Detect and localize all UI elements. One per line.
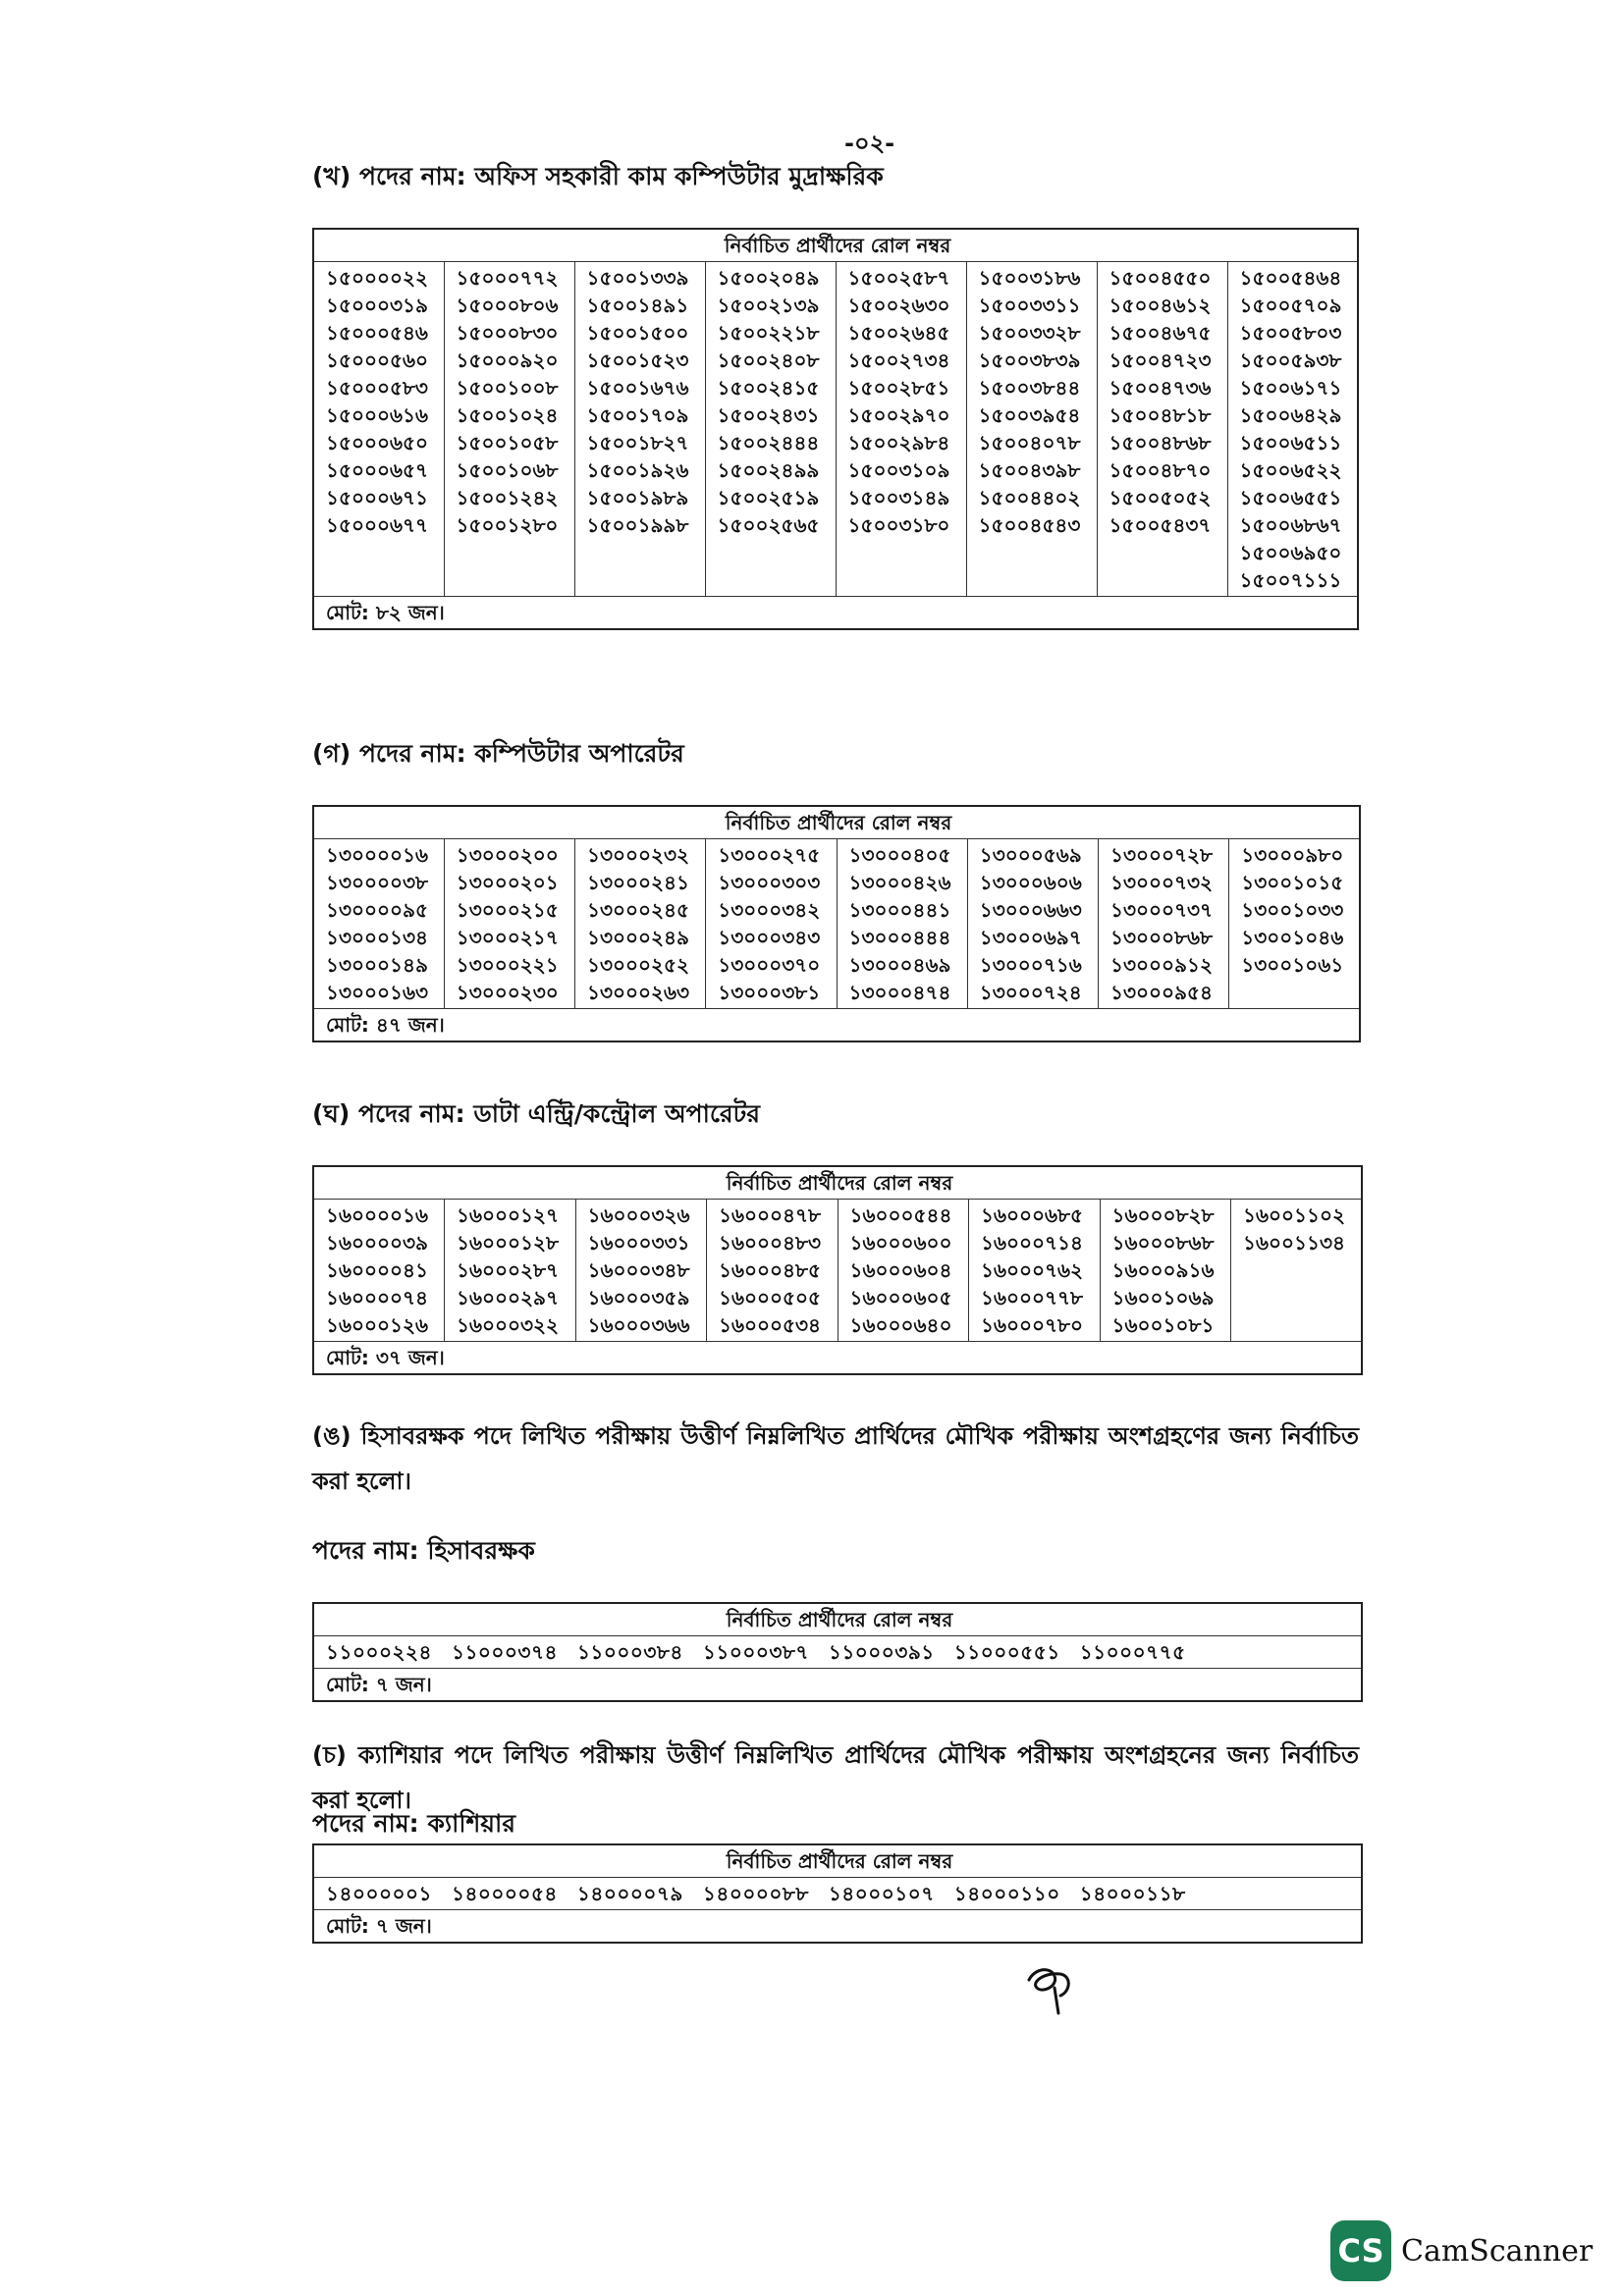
roll-number: ১৫০০২৪১৫ — [717, 376, 820, 400]
roll-column — [706, 839, 837, 1009]
roll-number: ১১০০০৩৭৪ — [451, 1640, 558, 1664]
roll-number: ১৩০০০০৩৮ — [326, 871, 428, 894]
section-cha-roll-table — [312, 1843, 1363, 1944]
roll-number: ১১০০০৩৯১ — [828, 1640, 935, 1664]
roll-number: ১৪০০০১১৮ — [1079, 1882, 1186, 1905]
roll-number: ১৫০০৪৭৩৬ — [1109, 376, 1212, 400]
roll-number: ১৫০০১৭০৯ — [586, 403, 689, 427]
table-total: মোট: ৩৭ জন। — [313, 1342, 1362, 1375]
roll-number: ১৫০০৪৬৭৫ — [1109, 321, 1212, 345]
roll-column — [1099, 839, 1229, 1009]
signature-icon — [1021, 1958, 1080, 2017]
roll-column — [1097, 262, 1227, 597]
roll-column — [836, 262, 966, 597]
section-cha-heading: পদের নাম: ক্যাশিয়ার — [312, 1809, 516, 1838]
roll-number: ১৩০০০২৪১ — [587, 871, 689, 894]
roll-number: ১৬০০০৪৭৮ — [719, 1203, 821, 1227]
roll-column — [837, 839, 967, 1009]
table-total: মোট: ৭ জন। — [313, 1910, 1362, 1944]
roll-number: ১৫০০৬৮৬৭ — [1239, 513, 1342, 537]
roll-number: ১৫০০১৯২৬ — [586, 458, 689, 482]
roll-number: ১৩০০০৭৩২ — [1110, 871, 1214, 894]
roll-number: ১৬০০০৯১৬ — [1111, 1258, 1215, 1282]
roll-number: ১৫০০২৫৮৭ — [847, 266, 950, 290]
roll-number: ১৫০০২৪৯৯ — [717, 458, 820, 482]
roll-number: ১১০০০৩৮৪ — [576, 1640, 683, 1664]
roll-number: ১৫০০০৮০৬ — [456, 294, 559, 317]
roll-number: ১৩০০০৪৪৪ — [848, 926, 951, 949]
roll-number: ১৫০০৩৮৪৪ — [978, 376, 1081, 400]
roll-number: ১৬০০০০৪১ — [326, 1258, 428, 1282]
section-ga-heading: (গ) পদের নাম: কম্পিউটার অপারেটর — [312, 739, 684, 768]
roll-number: ১৬০০০৭৬২ — [981, 1258, 1084, 1282]
table-total: মোট: ৪৭ জন। — [313, 1009, 1360, 1042]
roll-number: ১৬০০০৭১৪ — [981, 1231, 1083, 1255]
roll-number: ১৫০০১০০৮ — [456, 376, 559, 400]
roll-number: ১৩০০০২৪৯ — [587, 926, 689, 949]
roll-number: ১৩০০০৬০৬ — [979, 871, 1082, 894]
roll-number: ১৫০০৩১৮০ — [847, 513, 950, 537]
roll-number: ১৫০০২৬৪৫ — [847, 321, 950, 345]
section-kha-roll-table — [312, 228, 1359, 630]
roll-number: ১৫০০৩৮৩৯ — [978, 348, 1081, 372]
roll-number: ১১০০০২২৪ — [326, 1640, 432, 1664]
roll-column — [1227, 262, 1358, 597]
roll-number: ১৬০০০৬০৪ — [849, 1258, 952, 1282]
section-gha-heading: (ঘ) পদের নাম: ডাটা এন্ট্রি/কন্ট্রোল অপারেটর — [312, 1099, 761, 1128]
roll-number: ১৩০০০৩০৩ — [718, 871, 821, 894]
roll-number: ১৫০০২৯৮৪ — [847, 431, 950, 454]
roll-number: ১৩০০০৬৯৭ — [979, 926, 1082, 949]
roll-number: ১৬০০০৮২৮ — [1111, 1203, 1215, 1227]
roll-number: ১৫০০১৫০০ — [586, 321, 689, 345]
roll-number: ১৫০০২৯৭০ — [847, 403, 950, 427]
section-cha-intro: (চ) ক্যাশিয়ার পদে লিখিত পরীক্ষায় উত্তীর্ণ নিম্নলিখিত প্রার্থিদের মৌখিক পরীক্ষায় অংশগ্রহনের জন্য নির্বাচিত করা হলো। — [312, 1741, 1359, 1814]
roll-number: ১৫০০৫৮০৩ — [1239, 321, 1342, 345]
roll-number: ১৬০০০০১৬ — [326, 1203, 428, 1227]
roll-number: ১৪০০০০০১ — [326, 1882, 432, 1905]
roll-number: ১৫০০১৯৮৯ — [586, 486, 689, 509]
roll-number: ১৪০০০১১০ — [953, 1882, 1060, 1905]
section-uma-intro: (ঙ) হিসাবরক্ষক পদে লিখিত পরীক্ষায় উত্তীর্ণ নিম্নলিখিত প্রার্থিদের মৌখিক পরীক্ষায় অংশগ্রহণের জন্য নির্বাচিত করা হলো। — [312, 1422, 1359, 1495]
roll-number: ১৩০০০০৯৫ — [326, 898, 428, 922]
roll-number: ১৪০০০০৮৮ — [702, 1882, 809, 1905]
roll-number: ১৫০০৩৯৫৪ — [978, 403, 1081, 427]
roll-list — [313, 1878, 1362, 1910]
roll-number: ১৫০০০৬৭৭ — [326, 513, 428, 537]
roll-number: ১৩০০০১৩৪ — [326, 926, 428, 949]
roll-number: ১৫০০২১৩৯ — [717, 294, 820, 317]
roll-number: ১৫০০৬৫৫১ — [1239, 486, 1342, 509]
roll-number: ১৫০০০৫৮৩ — [326, 376, 428, 400]
roll-number: ১৫০০৫৯৩৮ — [1239, 348, 1342, 372]
camscanner-watermark — [1330, 2220, 1593, 2281]
roll-number: ১৫০০১৪৯১ — [586, 294, 689, 317]
roll-number: ১৩০০০৭২৮ — [1110, 843, 1213, 867]
roll-number: ১৫০০২৬৩০ — [847, 294, 950, 317]
roll-number: ১৬০০০৩৩১ — [587, 1231, 690, 1255]
section-uma-heading: পদের নাম: হিসাবরক্ষক — [312, 1536, 535, 1565]
roll-number: ১৫০০২৫১৯ — [717, 486, 820, 509]
roll-number: ১৬০০১০৮১ — [1111, 1313, 1215, 1337]
section-kha-heading: (খ) পদের নাম: অফিস সহকারী কাম কম্পিউটার মুদ্রাক্ষরিক — [312, 162, 884, 190]
roll-number: ১৬০০০৪৮৫ — [719, 1258, 821, 1282]
roll-number: ১৩০০০২৬৩ — [587, 981, 690, 1004]
roll-number: ১৫০০২২১৮ — [717, 321, 820, 345]
roll-number: ১৬০০০৬৮৫ — [981, 1203, 1083, 1227]
roll-column — [967, 839, 1098, 1009]
page-number: -০২- — [844, 130, 895, 157]
roll-number: ১৫০০৭১১১ — [1239, 568, 1342, 592]
table-total: মোট: ৮২ জন। — [313, 597, 1358, 630]
roll-list — [313, 1636, 1362, 1669]
roll-number: ১৫০০৩৩২৮ — [978, 321, 1081, 345]
camscanner-brand: CamScanner — [1401, 2233, 1594, 2269]
roll-number: ১৫০০২৫৬৫ — [717, 513, 820, 537]
roll-number: ১৩০০০২৪৫ — [587, 898, 689, 922]
roll-column — [838, 1200, 969, 1342]
roll-column — [1229, 839, 1360, 1009]
roll-column — [313, 839, 444, 1009]
roll-number: ১৬০০০১২৮ — [457, 1231, 559, 1255]
roll-number: ১৬০০০৫০৫ — [719, 1286, 821, 1309]
roll-number: ১৫০০৪৮১৮ — [1109, 403, 1212, 427]
roll-column — [313, 1200, 445, 1342]
roll-number: ১৬০০০৬০৫ — [849, 1286, 952, 1309]
roll-number: ১৩০০০৪২৬ — [848, 871, 951, 894]
roll-number: ১৫০০৪৭২৩ — [1109, 348, 1212, 372]
roll-number: ১৫০০০৭৭২ — [456, 266, 559, 290]
roll-number: ১৩০০০৯৫৪ — [1110, 981, 1213, 1004]
roll-number: ১৩০০০৪০৫ — [848, 843, 951, 867]
roll-column — [1100, 1200, 1231, 1342]
roll-column — [966, 262, 1097, 597]
roll-number: ১৬০০০৩২২ — [457, 1313, 560, 1337]
roll-number: ১৩০০০৬৬৩ — [979, 898, 1082, 922]
roll-number: ১৩০০১০১৫ — [1241, 871, 1344, 894]
section-gha-roll-table — [312, 1165, 1363, 1375]
roll-column — [313, 262, 444, 597]
roll-number: ১৫০০৪৮৬৮ — [1109, 431, 1212, 454]
roll-number: ১৫০০১৫২৩ — [586, 348, 689, 372]
roll-column — [575, 1200, 707, 1342]
roll-number: ১৬০০০৪৮৩ — [719, 1231, 821, 1255]
roll-column — [1231, 1200, 1363, 1342]
roll-number: ১৫০০১২৪২ — [456, 486, 559, 509]
table-header: নির্বাচিত প্রার্থীদের রোল নম্বর — [313, 1844, 1362, 1878]
roll-number: ১৩০০০৪৭৪ — [848, 981, 951, 1004]
roll-column — [575, 839, 706, 1009]
roll-number: ১৩০০০৩৪৩ — [718, 926, 821, 949]
roll-number: ১৫০০৬৪২৯ — [1239, 403, 1342, 427]
table-total: মোট: ৭ জন। — [313, 1669, 1362, 1702]
roll-number: ১৫০০৬৯৫০ — [1239, 541, 1342, 564]
roll-number: ১৩০০০২০০ — [456, 843, 559, 867]
roll-number: ১৫০০৪৬১২ — [1109, 294, 1212, 317]
roll-number: ১৩০০০২০১ — [456, 871, 559, 894]
roll-number: ১৫০০১২৮০ — [456, 513, 559, 537]
table-header: নির্বাচিত প্রার্থীদের রোল নম্বর — [313, 1603, 1362, 1636]
roll-number: ১৫০০৫৪৩৭ — [1109, 513, 1212, 537]
roll-number: ১৫০০১৬৭৬ — [586, 376, 689, 400]
roll-number: ১৩০০০৩৭০ — [718, 953, 821, 977]
roll-number: ১৫০০৪৮৭০ — [1109, 458, 1212, 482]
roll-number: ১৬০০০১২৬ — [326, 1313, 428, 1337]
roll-number: ১১০০০৫৫১ — [953, 1640, 1060, 1664]
roll-column — [707, 1200, 839, 1342]
roll-column — [444, 262, 574, 597]
roll-number: ১১০০০৩৮৭ — [702, 1640, 809, 1664]
roll-column — [444, 839, 574, 1009]
roll-number: ১৫০০১৯৯৮ — [586, 513, 689, 537]
roll-number: ১৫০০১০৫৮ — [456, 431, 559, 454]
roll-number: ১৫০০৩১৪৯ — [847, 486, 950, 509]
roll-number: ১৫০০২৪৪৪ — [717, 431, 820, 454]
roll-number: ১৩০০০২১৭ — [456, 926, 559, 949]
roll-number: ১৫০০৩১০৯ — [847, 458, 950, 482]
roll-number: ১৫০০০৫৬০ — [326, 348, 428, 372]
roll-number: ১৩০০১০৪৬ — [1241, 926, 1344, 949]
roll-number: ১৪০০০০৭৯ — [576, 1882, 683, 1905]
roll-number: ১৬০০০৩৬৬ — [587, 1313, 690, 1337]
roll-number: ১৬০০১১০২ — [1243, 1203, 1345, 1227]
roll-number: ১৫০০০৬৭১ — [326, 486, 428, 509]
roll-number: ১৬০০০২৮৭ — [457, 1258, 559, 1282]
roll-number: ১৬০০০০৭৪ — [326, 1286, 428, 1309]
roll-number: ১৬০০০৩২৬ — [587, 1203, 690, 1227]
roll-number: ১৩০০০১৪৯ — [326, 953, 428, 977]
roll-number: ১৩০০০৩৪২ — [718, 898, 821, 922]
table-header: নির্বাচিত প্রার্থীদের রোল নম্বর — [313, 229, 1358, 262]
roll-number: ১৫০০৫৪৬৪ — [1239, 266, 1342, 290]
roll-number: ১৩০০০২৫২ — [587, 953, 689, 977]
roll-number: ১৬০০০০৩৯ — [326, 1231, 428, 1255]
roll-number: ১৫০০০৬১৬ — [326, 403, 428, 427]
roll-number: ১৫০০৩৩১১ — [978, 294, 1081, 317]
roll-column — [969, 1200, 1101, 1342]
roll-number: ১৫০০০৯২০ — [456, 348, 559, 372]
roll-number: ১৬০০০৮৬৮ — [1111, 1231, 1215, 1255]
roll-number: ১৬০০০৩৪৮ — [587, 1258, 690, 1282]
roll-number: ১৫০০২৭৩৪ — [847, 348, 950, 372]
table-header: নির্বাচিত প্রার্থীদের রোল নম্বর — [313, 1166, 1362, 1200]
roll-number: ১৫০০৪০৭৮ — [978, 431, 1081, 454]
roll-number: ১৬০০০৫৩৪ — [719, 1313, 821, 1337]
roll-number: ১৫০০২৪০৮ — [717, 348, 820, 372]
roll-number: ১৫০০৪৫৪৩ — [978, 513, 1081, 537]
roll-number: ১৫০০১০২৪ — [456, 403, 559, 427]
roll-number: ১৩০০০২৩০ — [456, 981, 559, 1004]
roll-number: ১৫০০৬১৭১ — [1239, 376, 1342, 400]
roll-number: ১৬০০০৬০০ — [849, 1231, 952, 1255]
roll-number: ১৩০০০২২১ — [456, 953, 559, 977]
roll-number: ১৩০০০৫৬৯ — [979, 843, 1082, 867]
roll-number: ১৩০০১০৩৩ — [1241, 898, 1344, 922]
roll-number: ১৫০০৪৩৯৮ — [978, 458, 1081, 482]
roll-number: ১৩০০০২৩২ — [587, 843, 690, 867]
roll-number: ১৩০০০৯৮০ — [1241, 843, 1344, 867]
roll-number: ১৫০০৩১৮৬ — [978, 266, 1081, 290]
roll-number: ১৬০০০২৯৭ — [457, 1286, 559, 1309]
roll-number: ১৪০০০১০৭ — [828, 1882, 935, 1905]
roll-column — [445, 1200, 576, 1342]
roll-column — [574, 262, 705, 597]
roll-number: ১৬০০০৭৮০ — [981, 1313, 1083, 1337]
roll-number: ১৫০০২৪৩১ — [717, 403, 820, 427]
roll-number: ১৩০০০৭২৪ — [979, 981, 1082, 1004]
roll-number: ১৫০০৬৫১১ — [1239, 431, 1342, 454]
roll-number: ১৩০০০১৬৩ — [326, 981, 428, 1004]
roll-number: ১৪০০০০৫৪ — [451, 1882, 558, 1905]
camscanner-logo-icon: CS — [1330, 2220, 1391, 2281]
roll-column — [705, 262, 836, 597]
roll-number: ১৫০০২০৪৯ — [717, 266, 820, 290]
roll-number: ১৩০০০০১৬ — [326, 843, 428, 867]
roll-number: ১৫০০০৫৪৬ — [326, 321, 428, 345]
roll-number: ১৫০০০৬৫৭ — [326, 458, 428, 482]
roll-number: ১৫০০৪৪০২ — [978, 486, 1081, 509]
roll-number: ১৩০০০৭৩৭ — [1110, 898, 1214, 922]
roll-number: ১৫০০৬৫২২ — [1239, 458, 1342, 482]
roll-number: ১৫০০৫৭০৯ — [1239, 294, 1342, 317]
section-uma-roll-table — [312, 1602, 1363, 1702]
roll-number: ১৬০০০৩৫৯ — [587, 1286, 690, 1309]
roll-number: ১৫০০০৮৩০ — [456, 321, 559, 345]
table-header: নির্বাচিত প্রার্থীদের রোল নম্বর — [313, 806, 1360, 839]
roll-number: ১৬০০০৫৪৪ — [849, 1203, 952, 1227]
roll-number: ১৬০০০৭৭৮ — [981, 1286, 1083, 1309]
roll-number: ১৫০০১৩৩৯ — [586, 266, 689, 290]
roll-number: ১৫০০০৬৫০ — [326, 431, 428, 454]
roll-number: ১৬০০১১৩৪ — [1243, 1231, 1345, 1255]
roll-number: ১৩০০০৪৪১ — [848, 898, 951, 922]
roll-number: ১৫০০৫০৫২ — [1109, 486, 1212, 509]
roll-number: ১৫০০১৮২৭ — [586, 431, 689, 454]
roll-number: ১৩০০০৪৬৯ — [848, 953, 951, 977]
roll-number: ১৫০০২৮৫১ — [847, 376, 950, 400]
roll-number: ১৬০০১০৬৯ — [1111, 1286, 1215, 1309]
roll-number: ১৩০০০৩৮১ — [718, 981, 821, 1004]
roll-number: ১৩০০০৯১২ — [1110, 953, 1213, 977]
roll-number: ১৫০০০০২২ — [326, 266, 428, 290]
roll-number: ১৩০০০৮৬৮ — [1110, 926, 1213, 949]
section-ga-roll-table — [312, 805, 1361, 1042]
roll-number: ১১০০০৭৭৫ — [1079, 1640, 1186, 1664]
roll-number: ১৬০০০১২৭ — [457, 1203, 559, 1227]
roll-number: ১৩০০০৭১৬ — [979, 953, 1082, 977]
roll-number: ১৫০০০৩১৯ — [326, 294, 428, 317]
roll-number: ১৩০০১০৬১ — [1241, 953, 1344, 977]
roll-number: ১৩০০০২১৫ — [456, 898, 559, 922]
roll-number: ১৩০০০২৭৫ — [718, 843, 821, 867]
roll-number: ১৬০০০৬৪০ — [849, 1313, 952, 1337]
roll-number: ১৫০০১০৬৮ — [456, 458, 559, 482]
roll-number: ১৫০০৪৫৫০ — [1109, 266, 1212, 290]
